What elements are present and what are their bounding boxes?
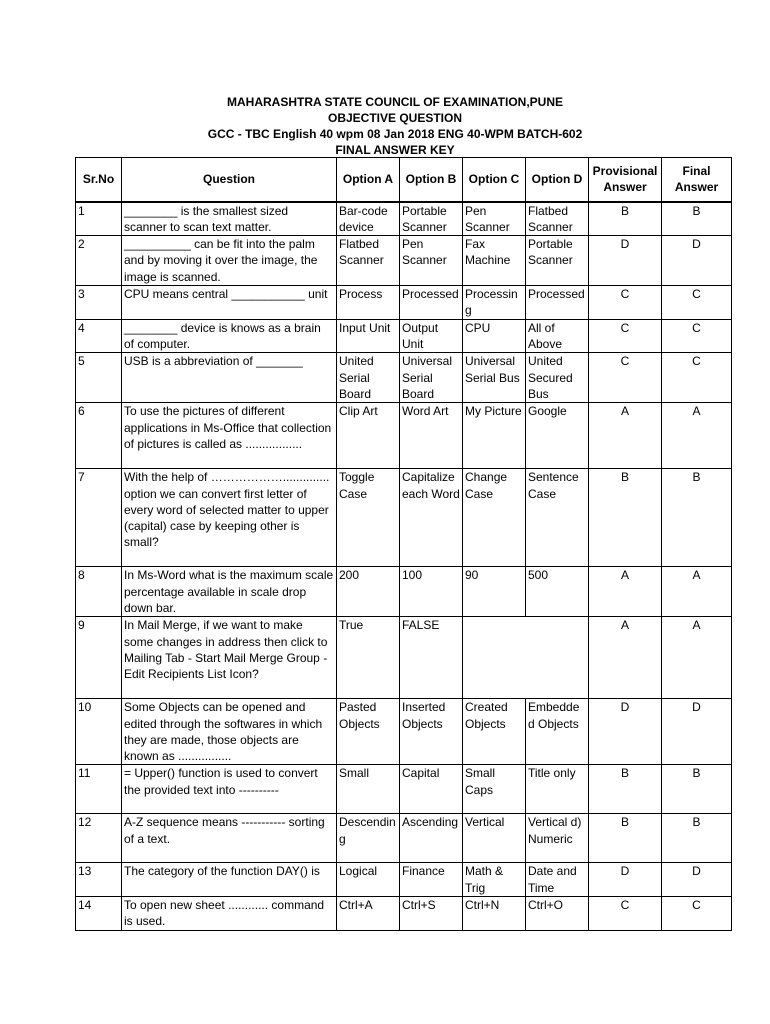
- option-d: Flatbed Scanner: [526, 202, 589, 236]
- final-answer: A: [662, 403, 732, 469]
- option-a: Small: [337, 765, 400, 814]
- option-c: CPU: [463, 319, 526, 353]
- table-row: [76, 202, 732, 236]
- option-d: United Secured Bus: [526, 353, 589, 403]
- provisional-answer: D: [589, 699, 662, 765]
- sr-no: 10: [76, 699, 122, 765]
- option-a: True: [337, 617, 400, 699]
- final-answer: B: [662, 202, 732, 236]
- col-final-answer: Final Answer: [662, 158, 732, 202]
- option-a: Clip Art: [337, 403, 400, 469]
- question-text: With the help of ……………….............. option we can convert first letter of every word of selected matter to upper (capital) case by keeping other is small?: [122, 469, 337, 567]
- provisional-answer: D: [589, 236, 662, 286]
- option-a: Process: [337, 286, 400, 320]
- question-text: ________ is the smallest sized scanner to scan text matter.: [122, 202, 337, 236]
- table-row: [76, 403, 732, 469]
- table-row: [76, 286, 732, 320]
- sr-no: 6: [76, 403, 122, 469]
- option-d: Embedded Objects: [526, 699, 589, 765]
- paper-type: OBJECTIVE QUESTION: [327, 111, 463, 125]
- option-a: Bar-code device: [337, 202, 400, 236]
- provisional-answer: B: [589, 469, 662, 567]
- option-b: Ctrl+S: [400, 897, 463, 931]
- sr-no: 8: [76, 567, 122, 617]
- final-answer: D: [662, 236, 732, 286]
- final-answer: C: [662, 319, 732, 353]
- provisional-answer: B: [589, 765, 662, 814]
- option-b: Inserted Objects: [400, 699, 463, 765]
- sr-no: 4: [76, 319, 122, 353]
- option-c: Created Objects: [463, 699, 526, 765]
- option-d: Ctrl+O: [526, 897, 589, 931]
- option-b: Word Art: [400, 403, 463, 469]
- council-title: MAHARASHTRA STATE COUNCIL OF EXAMINATION,PUNE: [227, 95, 563, 109]
- final-answer: D: [662, 863, 732, 897]
- exam-details: GCC - TBC English 40 wpm 08 Jan 2018 ENG 40-WPM BATCH-602: [207, 127, 583, 141]
- table-row: [76, 814, 732, 863]
- option-b: Capital: [400, 765, 463, 814]
- table-row: [76, 617, 732, 699]
- table-row: [76, 897, 732, 931]
- sr-no: 13: [76, 863, 122, 897]
- col-sr-no: Sr.No: [76, 158, 122, 202]
- final-answer: C: [662, 897, 732, 931]
- option-b: Portable Scanner: [400, 202, 463, 236]
- option-c: Vertical: [463, 814, 526, 863]
- option-b: FALSE: [400, 617, 463, 699]
- table-row: [76, 699, 732, 765]
- col-option-b: Option B: [400, 158, 463, 202]
- question-text: CPU means central ___________ unit: [122, 286, 337, 320]
- col-option-d: Option D: [526, 158, 589, 202]
- provisional-answer: C: [589, 286, 662, 320]
- sr-no: 9: [76, 617, 122, 699]
- question-text: In Mail Merge, if we want to make some changes in address then click to Mailing Tab - Start Mail Merge Group - Edit Recipients List Icon?: [122, 617, 337, 699]
- provisional-answer: A: [589, 567, 662, 617]
- sr-no: 14: [76, 897, 122, 931]
- option-c: Pen Scanner: [463, 202, 526, 236]
- option-b: Ascending: [400, 814, 463, 863]
- option-c: 90: [463, 567, 526, 617]
- final-answer: B: [662, 765, 732, 814]
- table-row: [76, 319, 732, 353]
- sr-no: 12: [76, 814, 122, 863]
- option-c: Fax Machine: [463, 236, 526, 286]
- option-b: Finance: [400, 863, 463, 897]
- option-b: Universal Serial Board: [400, 353, 463, 403]
- question-text: Some Objects can be opened and edited through the softwares in which they are made, those objects are known as ................: [122, 699, 337, 765]
- option-b: Processed: [400, 286, 463, 320]
- col-option-a: Option A: [337, 158, 400, 202]
- sr-no: 5: [76, 353, 122, 403]
- option-d: All of Above: [526, 319, 589, 353]
- provisional-answer: A: [589, 403, 662, 469]
- question-text: In Ms-Word what is the maximum scale percentage available in scale drop down bar.: [122, 567, 337, 617]
- provisional-answer: D: [589, 863, 662, 897]
- col-question: Question: [122, 158, 337, 202]
- sr-no: 11: [76, 765, 122, 814]
- option-d: Sentence Case: [526, 469, 589, 567]
- col-option-c: Option C: [463, 158, 526, 202]
- table-row: [76, 353, 732, 403]
- option-d: Vertical d) Numeric: [526, 814, 589, 863]
- option-d: Date and Time: [526, 863, 589, 897]
- option-a: Flatbed Scanner: [337, 236, 400, 286]
- sr-no: 7: [76, 469, 122, 567]
- question-text: To use the pictures of different applications in Ms-Office that collection of pictures is called as .................: [122, 403, 337, 469]
- table-row: [76, 765, 732, 814]
- sr-no: 2: [76, 236, 122, 286]
- final-answer: B: [662, 469, 732, 567]
- option-c: Ctrl+N: [463, 897, 526, 931]
- document-header: [0, 94, 770, 158]
- option-d: Portable Scanner: [526, 236, 589, 286]
- col-provisional-answer: Provisional Answer: [589, 158, 662, 202]
- table-row: [76, 236, 732, 286]
- provisional-answer: A: [589, 617, 662, 699]
- question-text: A-Z sequence means ----------- sorting of a text.: [122, 814, 337, 863]
- provisional-answer: B: [589, 202, 662, 236]
- option-c: Small Caps: [463, 765, 526, 814]
- table-row: [76, 469, 732, 567]
- option-b: Pen Scanner: [400, 236, 463, 286]
- provisional-answer: B: [589, 814, 662, 863]
- option-d: Google: [526, 403, 589, 469]
- question-text: To open new sheet ............ command is used.: [122, 897, 337, 931]
- option-d: Processed: [526, 286, 589, 320]
- option-d: 500: [526, 567, 589, 617]
- table-row: [76, 567, 732, 617]
- option-a: Logical: [337, 863, 400, 897]
- question-text: The category of the function DAY() is: [122, 863, 337, 897]
- provisional-answer: C: [589, 897, 662, 931]
- option-c: Change Case: [463, 469, 526, 567]
- provisional-answer: C: [589, 319, 662, 353]
- sr-no: 1: [76, 202, 122, 236]
- option-c: Math & Trig: [463, 863, 526, 897]
- final-answer: C: [662, 353, 732, 403]
- answer-key-title: FINAL ANSWER KEY: [335, 143, 455, 157]
- final-answer: A: [662, 567, 732, 617]
- option-a: Ctrl+A: [337, 897, 400, 931]
- table-header-row: [76, 158, 732, 202]
- option-c: My Picture: [463, 403, 526, 469]
- final-answer: B: [662, 814, 732, 863]
- answer-key-table: [75, 157, 732, 931]
- provisional-answer: C: [589, 353, 662, 403]
- question-text: USB is a abbreviation of _______: [122, 353, 337, 403]
- sr-no: 3: [76, 286, 122, 320]
- option-a: 200: [337, 567, 400, 617]
- option-d: Title only: [526, 765, 589, 814]
- final-answer: C: [662, 286, 732, 320]
- option-c: Universal Serial Bus: [463, 353, 526, 403]
- option-b: Output Unit: [400, 319, 463, 353]
- question-text: = Upper() function is used to convert the provided text into ----------: [122, 765, 337, 814]
- final-answer: A: [662, 617, 732, 699]
- option-c: [463, 617, 589, 699]
- option-b: Capitalize each Word: [400, 469, 463, 567]
- option-c: Processing: [463, 286, 526, 320]
- option-a: United Serial Board: [337, 353, 400, 403]
- option-b: 100: [400, 567, 463, 617]
- option-a: Toggle Case: [337, 469, 400, 567]
- option-a: Input Unit: [337, 319, 400, 353]
- option-a: Descending: [337, 814, 400, 863]
- table-row: [76, 863, 732, 897]
- question-text: __________ can be fit into the palm and by moving it over the image, the image is scanned.: [122, 236, 337, 286]
- question-text: ________ device is knows as a brain of computer.: [122, 319, 337, 353]
- option-a: Pasted Objects: [337, 699, 400, 765]
- final-answer: D: [662, 699, 732, 765]
